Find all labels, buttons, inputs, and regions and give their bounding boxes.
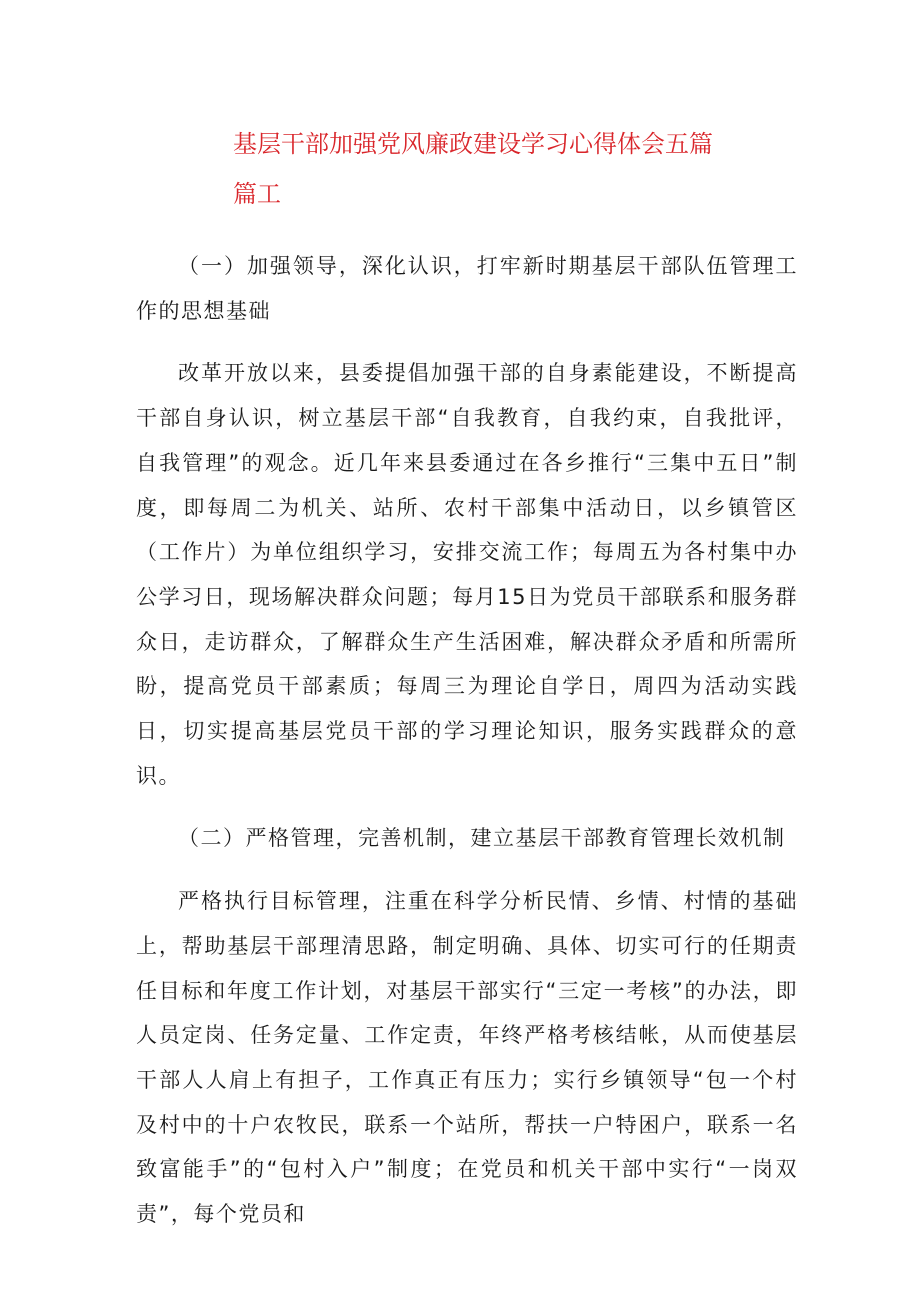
document-subtitle: 篇工: [233, 180, 281, 208]
document-title: 基层干部加强党风廉政建设学习心得体会五篇: [233, 130, 713, 158]
section-heading-2: （二）严格管理，完善机制，建立基层干部教育管理长效机制: [178, 826, 786, 851]
body-paragraph-1: 改革开放以来，县委提倡加强干部的自身素能建设，不断提高干部自身认识，树立基层干部“自我教育，自我约束，自我批评，自我管理”的观念。近几年来县委通过在各乡推行“三集中五日”制度，即每周二为机关、站所、农村干部集中活动日，以乡镇管区（工作片）为单位组织学习，安排交流工作；每周五为各村集中办公学习日，现场解决群众问题；每月15日为党员干部联系和服务群众日，走访群众，了解群众生产生活困难，解决群众矛盾和所需所盼，提高党员干部素质；每周三为理论自学日，周四为活动实践日，切实提高基层党员干部的学习理论知识，服务实践群众的意识。: [136, 361, 798, 788]
document-body: [136, 244, 798, 1255]
section-heading-1: （一）加强领导，深化认识，打牢新时期基层干部队伍管理工作的思想基础: [136, 254, 798, 323]
body-paragraph-2: 严格执行目标管理，注重在科学分析民情、乡情、村情的基础上，帮助基层干部理清思路，制定明确、具体、切实可行的任期责任目标和年度工作计划，对基层干部实行“三定一考核”的办法，即人员定岗、任务定量、工作定责，年终严格考核结帐，从而使基层干部人人肩上有担子，工作真正有压力；实行乡镇领导“包一个村及村中的十户农牧民，联系一个站所，帮扶一户特困户，联系一名致富能手”的“包村入户”制度；在党员和机关干部中实行“一岗双责”，每个党员和: [136, 889, 798, 1227]
